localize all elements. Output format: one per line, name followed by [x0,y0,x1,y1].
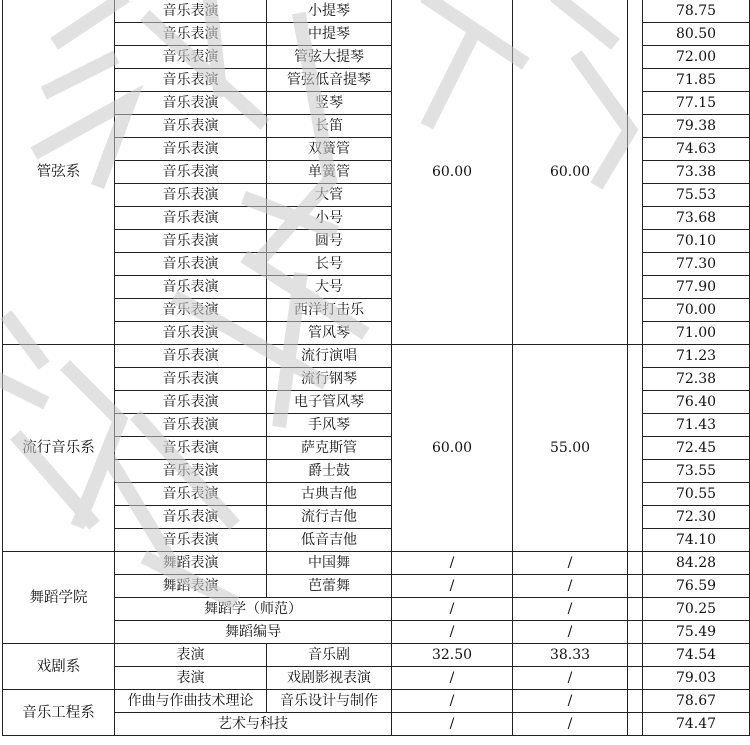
score-cell: 78.67 [643,690,750,713]
score-cell: 76.40 [643,391,750,414]
major-cell: 萨克斯管 [267,437,392,460]
score-cell: 74.47 [643,713,750,736]
category-cell: 音乐表演 [115,368,267,391]
major-cell: 手风琴 [267,414,392,437]
category-cell: 音乐表演 [115,92,267,115]
major-cell: 管风琴 [267,322,392,345]
blank-cell [628,598,643,621]
blank-cell [628,552,643,575]
score-cell: 72.00 [643,46,750,69]
professional-score-cell: / [513,598,628,621]
blank-cell [628,575,643,598]
major-cell: 舞蹈编导 [115,621,392,644]
major-cell: 中国舞 [267,552,392,575]
category-cell: 音乐表演 [115,483,267,506]
department-cell: 舞蹈学院 [3,552,115,644]
score-cell: 74.63 [643,138,750,161]
major-cell: 管弦大提琴 [267,46,392,69]
score-cell: 70.10 [643,230,750,253]
blank-cell [628,667,643,690]
major-cell: 竖琴 [267,92,392,115]
score-cell: 80.50 [643,23,750,46]
major-cell: 长笛 [267,115,392,138]
score-cell: 74.10 [643,529,750,552]
professional-score-cell: 60.00 [513,0,628,345]
culture-score-cell: / [392,575,513,598]
category-cell: 音乐表演 [115,437,267,460]
culture-score-cell: / [392,598,513,621]
major-cell: 舞蹈学（师范） [115,598,392,621]
category-cell: 音乐表演 [115,299,267,322]
category-cell: 音乐表演 [115,230,267,253]
professional-score-cell: / [513,621,628,644]
category-cell: 舞蹈表演 [115,552,267,575]
score-cell: 74.54 [643,644,750,667]
admission-score-table [2,0,750,736]
blank-cell [628,0,643,345]
category-cell: 音乐表演 [115,276,267,299]
department-cell: 音乐工程系 [3,690,115,736]
score-cell: 71.43 [643,414,750,437]
major-cell: 小号 [267,207,392,230]
score-cell: 70.25 [643,598,750,621]
table-row [3,345,750,368]
category-cell: 音乐表演 [115,161,267,184]
score-cell: 73.55 [643,460,750,483]
culture-score-cell: 60.00 [392,345,513,552]
score-cell: 84.28 [643,552,750,575]
professional-score-cell: / [513,713,628,736]
score-cell: 75.49 [643,621,750,644]
score-cell: 71.00 [643,322,750,345]
category-cell: 表演 [115,667,267,690]
category-cell: 音乐表演 [115,0,267,23]
major-cell: 音乐设计与制作 [267,690,392,713]
major-cell: 爵士鼓 [267,460,392,483]
major-cell: 流行钢琴 [267,368,392,391]
department-cell: 流行音乐系 [3,345,115,552]
major-cell: 电子管风琴 [267,391,392,414]
culture-score-cell: / [392,713,513,736]
culture-score-cell: / [392,667,513,690]
category-cell: 音乐表演 [115,460,267,483]
category-cell: 音乐表演 [115,184,267,207]
score-cell: 76.59 [643,575,750,598]
major-cell: 西洋打击乐 [267,299,392,322]
blank-cell [628,644,643,667]
category-cell: 作曲与作曲技术理论 [115,690,267,713]
major-cell: 大号 [267,276,392,299]
professional-score-cell: 38.33 [513,644,628,667]
score-cell: 75.53 [643,184,750,207]
major-cell: 戏剧影视表演 [267,667,392,690]
category-cell: 舞蹈表演 [115,575,267,598]
major-cell: 古典吉他 [267,483,392,506]
professional-score-cell: / [513,552,628,575]
category-cell: 音乐表演 [115,391,267,414]
category-cell: 音乐表演 [115,529,267,552]
category-cell: 音乐表演 [115,69,267,92]
table-row [3,713,750,736]
score-cell: 78.75 [643,0,750,23]
table-row [3,690,750,713]
major-cell: 圆号 [267,230,392,253]
score-cell: 71.23 [643,345,750,368]
score-cell: 77.30 [643,253,750,276]
category-cell: 音乐表演 [115,345,267,368]
category-cell: 音乐表演 [115,414,267,437]
professional-score-cell: / [513,667,628,690]
major-cell: 芭蕾舞 [267,575,392,598]
major-cell: 流行演唱 [267,345,392,368]
blank-cell [628,690,643,713]
category-cell: 音乐表演 [115,23,267,46]
score-cell: 72.45 [643,437,750,460]
major-cell: 大管 [267,184,392,207]
score-cell: 70.00 [643,299,750,322]
department-cell: 戏剧系 [3,644,115,690]
score-cell: 73.38 [643,161,750,184]
category-cell: 音乐表演 [115,253,267,276]
score-cell: 72.30 [643,506,750,529]
culture-score-cell: / [392,552,513,575]
category-cell: 表演 [115,644,267,667]
blank-cell [628,621,643,644]
score-cell: 79.38 [643,115,750,138]
department-cell: 管弦系 [3,0,115,345]
table-row [3,621,750,644]
table-row [3,552,750,575]
score-cell: 70.55 [643,483,750,506]
table-row [3,0,750,23]
major-cell: 小提琴 [267,0,392,23]
blank-cell [628,713,643,736]
table-row [3,644,750,667]
culture-score-cell: 60.00 [392,0,513,345]
score-cell: 73.68 [643,207,750,230]
major-cell: 流行吉他 [267,506,392,529]
category-cell: 音乐表演 [115,207,267,230]
professional-score-cell: / [513,575,628,598]
category-cell: 音乐表演 [115,115,267,138]
major-cell: 低音吉他 [267,529,392,552]
major-cell: 中提琴 [267,23,392,46]
blank-cell [628,345,643,552]
professional-score-cell: 55.00 [513,345,628,552]
category-cell: 音乐表演 [115,506,267,529]
major-cell: 单簧管 [267,161,392,184]
category-cell: 音乐表演 [115,138,267,161]
major-cell: 艺术与科技 [115,713,392,736]
score-cell: 79.03 [643,667,750,690]
score-cell: 72.38 [643,368,750,391]
major-cell: 管弦低音提琴 [267,69,392,92]
table-row [3,598,750,621]
score-cell: 77.15 [643,92,750,115]
major-cell: 长号 [267,253,392,276]
major-cell: 音乐剧 [267,644,392,667]
culture-score-cell: / [392,621,513,644]
score-cell: 77.90 [643,276,750,299]
table-row [3,575,750,598]
professional-score-cell: / [513,690,628,713]
score-cell: 71.85 [643,69,750,92]
culture-score-cell: / [392,690,513,713]
culture-score-cell: 32.50 [392,644,513,667]
major-cell: 双簧管 [267,138,392,161]
category-cell: 音乐表演 [115,322,267,345]
table-row [3,667,750,690]
category-cell: 音乐表演 [115,46,267,69]
